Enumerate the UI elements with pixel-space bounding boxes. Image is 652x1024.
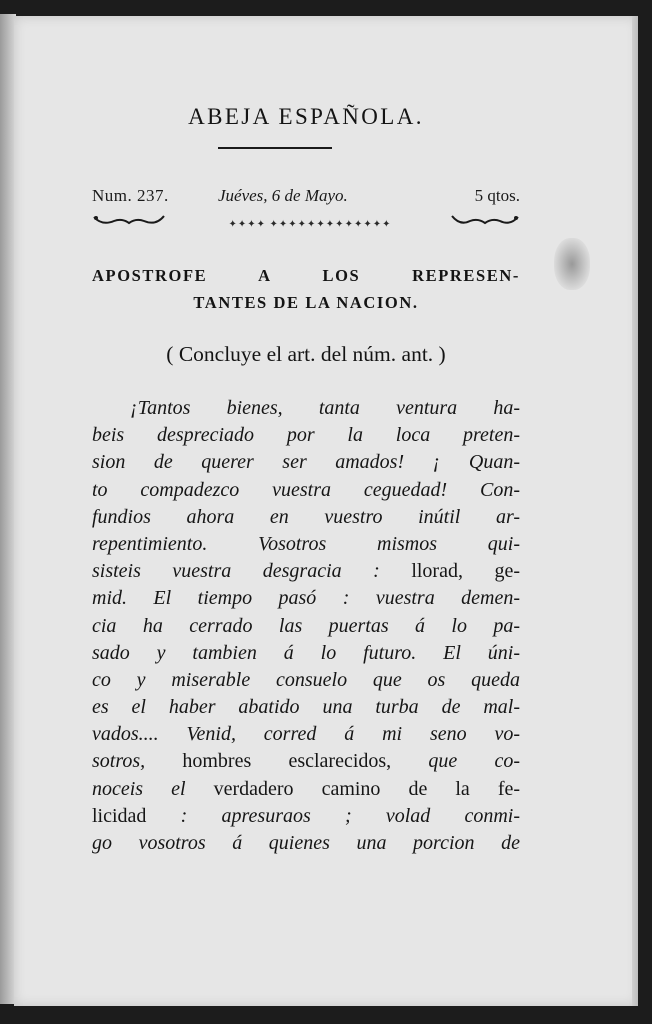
body-line: to compadezco vuestra ceguedad! Con- xyxy=(92,478,520,501)
body-line-italic: sisteis vuestra desgracia : xyxy=(92,560,380,583)
issue-price: 5 qtos. xyxy=(474,186,520,205)
body-line: cia ha cerrado las puertas á lo pa- xyxy=(92,614,520,637)
ornament-rule: ✦✦✦✦ ✦✦✦✦✦✦✦✦✦✦✦✦✦ xyxy=(228,219,392,230)
body-line: ¡Tantos bienes, tanta ventura ha- xyxy=(130,397,520,419)
body-line-roman: verdadero camino de la fe- xyxy=(213,777,521,800)
title-rule xyxy=(218,147,332,149)
article-heading xyxy=(92,262,520,316)
article-body xyxy=(92,395,520,857)
body-line-roman: hombres esclarecidos, xyxy=(182,750,392,773)
body-line xyxy=(92,558,520,585)
body-line: co y miserable consuelo que os queda xyxy=(92,668,520,691)
body-line: es el haber abatido una turba de mal- xyxy=(92,696,520,719)
issue-date: Juéves, 6 de Mayo. xyxy=(218,186,348,205)
body-line-roman: licidad xyxy=(92,804,147,827)
body-line xyxy=(92,748,520,775)
body-line: mid. El tiempo pasó : vuestra demen- xyxy=(92,587,520,610)
document-page xyxy=(14,16,638,1006)
article-heading-line-2: TANTES DE LA NACION. xyxy=(193,293,419,312)
issue-line xyxy=(92,186,520,212)
flourish-left-icon xyxy=(92,212,166,228)
body-line: repentimiento. Vosotros mismos qui- xyxy=(92,532,520,555)
body-line: sado y tambien á lo futuro. El úni- xyxy=(92,641,520,664)
issue-number-prefix: Num. xyxy=(92,186,133,205)
body-line: go vosotros á quienes una porcion de xyxy=(92,832,520,854)
body-line-roman: llorad, ge- xyxy=(411,560,520,583)
body-line: vados.... Venid, corred á mi seno vo- xyxy=(92,723,520,746)
body-line: fundios ahora en vuestro inútil ar- xyxy=(92,505,520,528)
body-line-italic: que co- xyxy=(428,750,521,773)
article-subtitle: ( Concluye el art. del núm. ant. ) xyxy=(166,342,446,366)
body-line: beis despreciado por la loca preten- xyxy=(92,424,520,447)
body-line xyxy=(92,803,520,830)
article-heading-line-1: APOSTROFE A LOS REPRESEN- xyxy=(92,266,520,285)
flourish-right-icon xyxy=(450,212,520,228)
issue-number xyxy=(92,186,169,206)
page-right-edge xyxy=(632,16,638,1006)
issue-number-value: 237. xyxy=(137,186,169,205)
newspaper-title: ABEJA ESPAÑOLA. xyxy=(188,104,424,129)
body-line: sion de querer ser amados! ¡ Quan- xyxy=(92,451,520,474)
ink-stain xyxy=(554,238,590,290)
body-line-italic: noceis el xyxy=(92,777,186,800)
body-line-italic: sotros, xyxy=(92,750,146,773)
body-line-italic: : apresuraos ; volad conmi- xyxy=(180,804,520,827)
body-line xyxy=(92,776,520,803)
